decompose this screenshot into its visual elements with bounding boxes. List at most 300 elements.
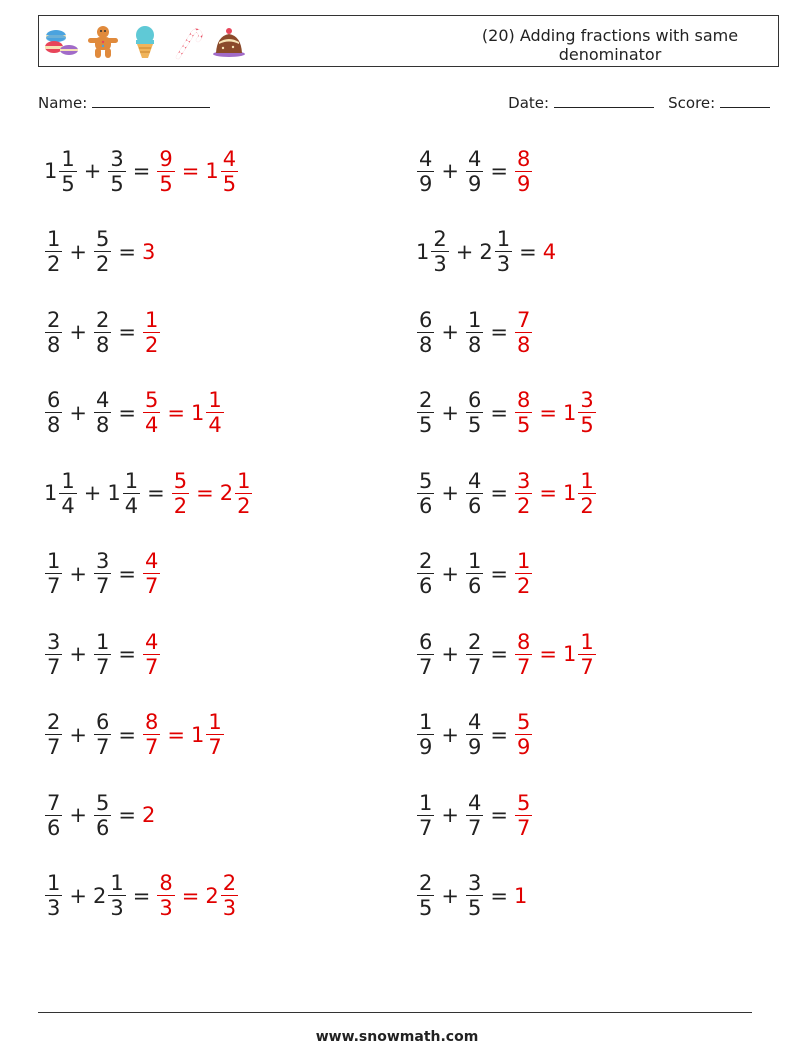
problem-item [416,868,528,924]
denominator: 8 [419,332,433,357]
equals-sign: = [490,481,508,505]
numerator: 3 [95,549,110,573]
problem-row [44,304,784,360]
denominator: 7 [47,654,61,679]
numerator: 1 [95,629,110,654]
fraction [157,147,174,196]
denominator: 8 [467,332,482,357]
fraction [466,791,483,840]
denominator: 7 [467,654,482,679]
numerator: 9 [159,146,173,171]
mixed-number [93,388,112,437]
mixed-number [514,388,533,437]
equals-sign: = [490,400,508,425]
fraction [59,469,76,518]
fraction [515,710,532,759]
denominator: 2 [237,493,251,518]
problem-item [416,626,597,682]
plus-sign: + [69,803,87,827]
problem-row [44,143,784,199]
answer [543,240,557,264]
mixed-number [44,388,63,437]
numerator: 2 [47,307,61,332]
numerator: 5 [516,710,531,734]
denominator: 5 [61,171,75,196]
whole-part: 1 [562,642,577,666]
answer-equals-sign: = [196,481,214,505]
fraction [59,147,76,196]
numerator: 5 [144,388,159,412]
whole-part: 1 [44,159,58,183]
denominator: 8 [47,332,61,357]
numerator: 4 [467,790,482,815]
mixed-number [156,871,175,920]
fraction [515,469,532,518]
mixed-number [514,469,533,518]
numerator: 1 [419,790,433,815]
fraction [94,630,111,679]
denominator: 7 [95,654,110,679]
answer-equals-sign: = [539,642,557,666]
mixed-number [465,630,484,679]
answer [142,549,161,598]
answer-equals-sign: = [167,722,185,747]
numerator: 1 [61,146,75,171]
numerator: 1 [496,227,511,251]
fraction [235,469,252,518]
mixed-number [142,710,161,759]
numerator: 8 [144,710,159,734]
fraction [45,388,62,437]
equals-sign: = [490,642,508,666]
answer [514,884,528,908]
answer-equals-sign: = [539,400,557,425]
denominator: 8 [516,332,531,357]
equals-sign: = [118,320,136,344]
denominator: 7 [144,654,159,679]
date-label: Date: [508,94,550,112]
fraction [94,388,111,437]
mixed-number [563,469,597,518]
denominator: 6 [419,493,433,518]
fraction [172,469,189,518]
gingerbread-man-icon [85,24,121,60]
mixed-number [465,791,484,840]
denominator: 7 [144,735,159,759]
answer [514,710,533,759]
denominator: 7 [95,735,110,759]
numerator: 4 [144,549,159,573]
fraction [157,871,174,920]
whole-part: 2 [92,883,107,908]
answer [514,549,533,598]
denominator: 4 [144,413,159,437]
answer [514,630,597,679]
fraction [45,549,62,598]
denominator: 5 [580,413,594,437]
whole-part: 1 [416,239,430,264]
denominator: 6 [47,815,61,840]
numerator: 1 [580,468,594,493]
fraction [94,308,111,357]
mixed-number [205,871,239,920]
denominator: 3 [433,252,447,276]
fraction [45,710,62,759]
name-label: Name: [38,94,88,112]
numerator: 2 [419,549,433,573]
footer-website: www.snowmath.com [315,1029,479,1045]
denominator: 7 [516,815,531,840]
numerator: 1 [467,307,482,332]
fraction [123,469,140,518]
answer-equals-sign: = [181,159,200,183]
denominator: 6 [95,815,110,840]
fraction [143,630,160,679]
plus-sign: + [83,481,102,505]
numerator: 8 [516,388,531,412]
problem-item [44,868,239,924]
denominator: 2 [516,493,531,518]
mixed-number [44,871,63,920]
mixed-number [191,388,225,437]
numerator: 8 [516,146,531,171]
numerator: 5 [173,468,188,493]
fraction [417,710,434,759]
numerator: 4 [95,388,110,412]
date-blank-line [554,92,654,108]
fraction [143,388,160,437]
mixed-number [142,803,156,827]
mixed-number [514,630,533,679]
equals-sign: = [490,722,508,747]
whole-part: 3 [141,239,156,264]
answer [514,469,597,518]
fraction [431,227,448,276]
numerator: 6 [47,388,61,412]
numerator: 4 [144,629,159,654]
denominator: 2 [144,332,159,357]
whole-part: 1 [562,481,577,505]
answer [514,308,533,357]
mixed-number [44,469,78,518]
fraction [466,710,483,759]
fraction [45,871,62,920]
denominator: 9 [467,171,482,196]
denominator: 8 [95,332,110,357]
mixed-number [93,791,112,840]
denominator: 7 [47,574,61,598]
mixed-number [416,791,435,840]
whole-part: 2 [141,803,156,827]
mixed-number [142,388,161,437]
denominator: 3 [159,896,173,920]
equals-sign: = [132,159,151,183]
denominator: 5 [467,896,482,920]
fraction [466,469,483,518]
mixed-number [563,630,597,679]
problem-row [44,787,784,843]
numerator: 2 [467,629,482,654]
answer [171,469,254,518]
numerator: 1 [110,871,124,895]
numerator: 6 [467,388,482,412]
mixed-number [44,227,63,276]
mixed-number [465,388,484,437]
whole-part: 2 [479,239,493,264]
equals-sign: = [490,883,508,908]
equals-sign: = [118,722,136,747]
numerator: 2 [433,227,447,251]
mixed-number [465,308,484,357]
equals-sign: = [118,561,136,586]
fraction [108,871,125,920]
denominator: 4 [124,493,139,518]
problem-item [416,546,533,602]
fraction [578,388,595,437]
denominator: 5 [419,413,433,437]
worksheet-title: (20) Adding fractions with same denominator [481,26,739,64]
whole-part: 1 [107,481,121,505]
mixed-number [514,710,533,759]
plus-sign: + [69,883,87,908]
problem-item [44,787,156,843]
fraction [417,630,434,679]
denominator: 5 [419,896,433,920]
numerator: 4 [467,468,482,493]
mixed-number [156,147,175,196]
numerator: 5 [95,227,110,251]
denominator: 7 [47,735,61,759]
numerator: 3 [47,629,61,654]
problem-item [416,465,597,521]
worksheet-header [38,15,779,67]
problem-row [44,707,784,763]
numerator: 4 [467,146,482,171]
numerator: 2 [419,871,433,895]
numerator: 2 [419,388,433,412]
plus-sign: + [441,400,459,425]
numerator: 3 [580,388,594,412]
whole-part: 1 [190,722,205,747]
mixed-number [142,549,161,598]
answer [514,388,597,437]
mixed-number [93,710,112,759]
fraction [417,871,434,920]
numerator: 7 [47,790,61,815]
denominator: 9 [516,171,531,196]
macaron-icon [43,24,79,60]
mixed-number [479,227,513,276]
numerator: 5 [516,790,531,815]
score-label: Score: [668,94,716,112]
mixed-number [416,227,450,276]
mixed-number [465,147,484,196]
denominator: 6 [467,493,482,518]
numerator: 1 [124,468,139,493]
numerator: 2 [95,307,110,332]
problem-row [44,465,784,521]
denominator: 3 [496,252,511,276]
mixed-number [44,791,63,840]
score-blank-line [720,92,770,108]
plus-sign: + [69,642,87,666]
fraction [45,227,62,276]
fraction [45,308,62,357]
fraction [515,791,532,840]
problem-item [44,304,161,360]
numerator: 1 [61,468,75,493]
denominator: 3 [222,896,237,920]
mixed-number [205,147,239,196]
problem-item [44,626,161,682]
denominator: 7 [516,654,531,679]
numerator: 2 [47,710,61,734]
numerator: 1 [208,388,222,412]
mixed-number [93,308,112,357]
whole-part: 1 [562,400,577,425]
mixed-number [416,630,435,679]
mixed-number [514,147,533,196]
fraction [466,630,483,679]
mixed-number [171,469,190,518]
mixed-number [563,388,597,437]
numerator: 1 [47,227,61,251]
problem-row [44,626,784,682]
denominator: 5 [222,171,237,196]
denominator: 3 [47,896,61,920]
answer [142,710,225,759]
mixed-number [44,308,63,357]
equals-sign: = [490,159,508,183]
problem-item [416,304,533,360]
denominator: 5 [159,171,173,196]
fraction [515,388,532,437]
mixed-number [465,710,484,759]
denominator: 4 [208,413,222,437]
mixed-number [416,469,435,518]
answer-equals-sign: = [167,400,185,425]
whole-part: 4 [542,239,557,264]
problem-item [44,143,239,199]
numerator: 1 [580,629,594,654]
fraction [515,549,532,598]
fraction [143,710,160,759]
denominator: 8 [47,413,61,437]
plus-sign: + [441,722,459,747]
answer [142,803,156,827]
equals-sign: = [118,400,136,425]
equals-sign: = [147,481,165,505]
mixed-number [142,630,161,679]
mixed-number [465,469,484,518]
numerator: 1 [419,710,433,734]
plus-sign: + [69,400,87,425]
problem-row [44,224,784,280]
fraction [466,388,483,437]
fraction [417,549,434,598]
plus-sign: + [441,883,459,908]
plus-sign: + [441,159,459,183]
fraction [94,791,111,840]
whole-part: 1 [44,481,58,505]
problem-item [44,385,225,441]
answer [156,871,239,920]
mixed-number [93,630,112,679]
denominator: 6 [467,574,482,598]
whole-part: 1 [190,400,205,425]
denominator: 7 [419,654,433,679]
numerator: 1 [47,549,61,573]
denominator: 9 [419,171,433,196]
numerator: 1 [208,710,222,734]
problem-item [44,546,161,602]
equals-sign: = [132,883,151,908]
plus-sign: + [441,481,459,505]
fraction [417,469,434,518]
fraction [515,147,532,196]
problem-item [416,707,533,763]
fraction [466,147,483,196]
mixed-number [93,227,112,276]
fraction [466,871,483,920]
problem-item [416,787,533,843]
denominator: 7 [580,654,594,679]
mixed-number [107,147,126,196]
mixed-number [514,549,533,598]
denominator: 7 [467,815,482,840]
footer-divider [38,1012,752,1013]
numerator: 5 [419,468,433,493]
numerator: 1 [516,549,531,573]
numerator: 6 [419,307,433,332]
denominator: 7 [95,574,110,598]
mixed-number [416,147,435,196]
answer-equals-sign: = [539,481,557,505]
problem-item [44,707,225,763]
mixed-number [416,871,435,920]
denominator: 2 [95,252,110,276]
fraction [515,630,532,679]
answer [142,388,225,437]
plus-sign: + [69,239,87,264]
numerator: 8 [159,871,173,895]
fraction [206,388,223,437]
denominator: 5 [516,413,531,437]
numerator: 6 [95,710,110,734]
denominator: 5 [110,171,124,196]
mixed-number [220,469,254,518]
denominator: 5 [467,413,482,437]
fraction [45,791,62,840]
problem-item [416,385,597,441]
problem-item [44,465,253,521]
fraction [417,308,434,357]
whole-part: 2 [205,883,219,908]
name-field [38,92,210,112]
equals-sign: = [118,803,136,827]
plus-sign: + [441,320,459,344]
mixed-number [416,388,435,437]
mixed-number [93,871,127,920]
numerator: 7 [516,307,531,332]
problem-row [44,385,784,441]
denominator: 2 [47,252,61,276]
plus-sign: + [69,722,87,747]
problem-item [416,224,557,280]
mixed-number [44,549,63,598]
problem-item [44,224,156,280]
plus-sign: + [83,159,102,183]
